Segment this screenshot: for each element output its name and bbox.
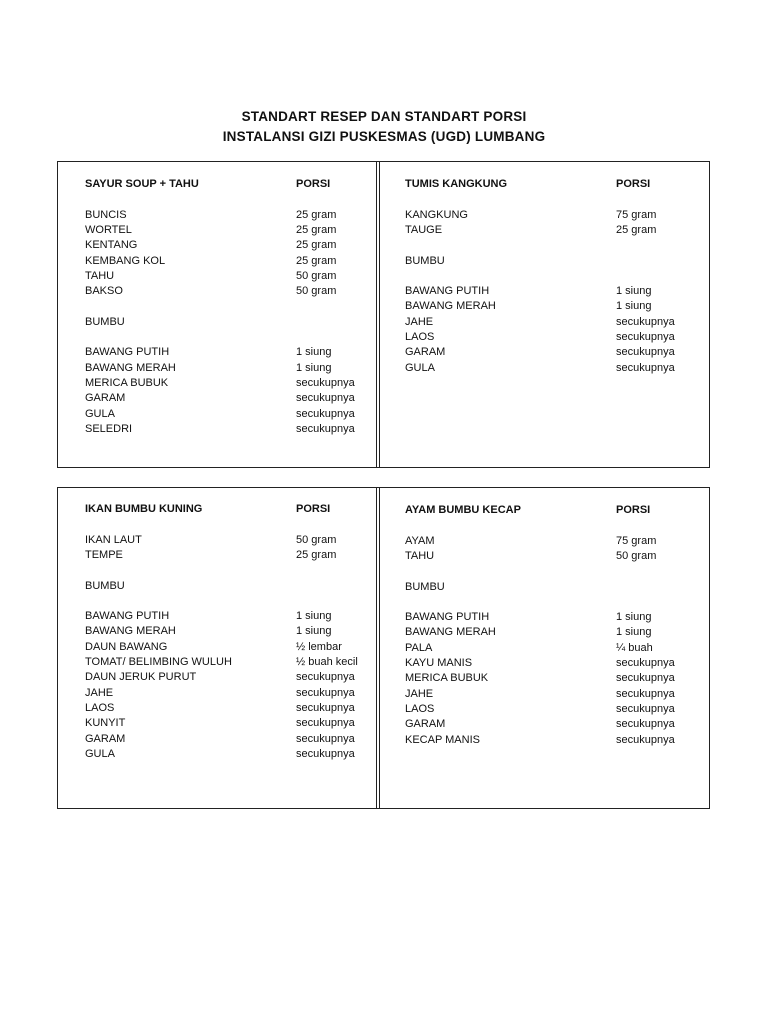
bumbu-amount: secukupnya	[296, 686, 355, 699]
bumbu-name: BAWANG MERAH	[85, 625, 176, 638]
bumbu-name: GULA	[85, 407, 115, 420]
ingredient-row	[405, 534, 705, 549]
bumbu-name: GARAM	[85, 392, 126, 405]
bumbu-name: GULA	[85, 747, 115, 760]
ingredient-row	[85, 223, 385, 238]
recipe-box-top	[57, 161, 710, 468]
bumbu-name: LAOS	[85, 701, 115, 714]
ingredient-row	[85, 238, 385, 253]
bumbu-row	[85, 624, 385, 639]
document-subtitle: INSTALANSI GIZI PUSKESMAS (UGD) LUMBANG	[222, 129, 546, 144]
bumbu-name: MERICA BUBUK	[405, 672, 489, 685]
ingredient-name: TEMPE	[85, 548, 123, 561]
bumbu-heading	[85, 315, 385, 330]
bumbu-name: TOMAT/ BELIMBING WULUH	[85, 656, 232, 668]
ingredient-row	[405, 208, 705, 223]
bumbu-name: GARAM	[405, 346, 446, 359]
bumbu-amount: secukupnya	[296, 717, 355, 730]
bumbu-amount: secukupnya	[616, 702, 675, 715]
document-title: STANDART RESEP DAN STANDART PORSI	[241, 109, 527, 124]
recipe-name: TUMIS KANGKUNG	[405, 178, 508, 190]
bumbu-heading	[405, 254, 705, 269]
bumbu-name: PALA	[405, 641, 433, 654]
bumbu-name: GARAM	[405, 718, 446, 731]
bumbu-amount: secukupnya	[616, 361, 675, 374]
bumbu-amount: secukupnya	[296, 392, 355, 405]
bumbu-name: BAWANG MERAH	[405, 626, 496, 639]
bumbu-amount: 1 siung	[616, 626, 652, 639]
bumbu-row	[405, 361, 705, 376]
ingredient-row	[85, 548, 385, 563]
recipe-header	[405, 503, 705, 518]
ingredient-name: KANGKUNG	[405, 208, 468, 221]
bumbu-amount: 1 siung	[296, 625, 332, 638]
bumbu-row	[85, 701, 385, 716]
bumbu-name: KUNYIT	[85, 717, 126, 730]
bumbu-row	[405, 610, 705, 625]
bumbu-amount: secukupnya	[616, 331, 675, 343]
porsi-label: PORSI	[616, 178, 651, 190]
ingredient-amount: 75 gram	[616, 208, 657, 221]
bumbu-name: BAWANG PUTIH	[405, 285, 490, 298]
ingredient-amount: 50 gram	[296, 285, 337, 298]
ingredient-amount: 50 gram	[296, 533, 337, 546]
bumbu-row	[85, 640, 385, 655]
bumbu-row	[85, 361, 385, 376]
bumbu-name: LAOS	[405, 331, 435, 343]
recipe-box-bottom	[57, 487, 710, 809]
recipe-header	[405, 177, 705, 192]
bumbu-amount: secukupnya	[616, 718, 675, 731]
recipe-name: IKAN BUMBU KUNING	[85, 503, 203, 515]
ingredient-amount: 25 gram	[296, 548, 337, 561]
ingredient-row	[405, 549, 705, 564]
bumbu-heading	[85, 579, 385, 594]
ingredient-name: TAUGE	[405, 223, 443, 236]
bumbu-row	[405, 345, 705, 360]
bumbu-amount: secukupnya	[296, 701, 355, 714]
bumbu-name: SELEDRI	[85, 422, 133, 435]
bumbu-row	[85, 716, 385, 731]
ingredient-name: BUNCIS	[85, 208, 127, 221]
bumbu-amount: secukupnya	[616, 672, 675, 685]
bumbu-amount: 1 siung	[296, 361, 332, 374]
ingredient-amount: 50 gram	[616, 549, 657, 562]
bumbu-amount: secukupnya	[296, 376, 355, 389]
bumbu-name: JAHE	[85, 686, 114, 699]
bumbu-name: BAWANG PUTIH	[405, 611, 490, 624]
bumbu-amount: secukupnya	[616, 315, 675, 328]
porsi-label: PORSI	[616, 504, 651, 516]
ingredient-name: AYAM	[405, 534, 435, 547]
bumbu-name: BAWANG MERAH	[85, 361, 176, 374]
bumbu-row	[85, 655, 385, 670]
ingredient-name: BAKSO	[85, 285, 123, 298]
bumbu-name: DAUN JERUK PURUT	[85, 671, 197, 684]
ingredient-name: KEMBANG KOL	[85, 254, 166, 267]
ingredient-amount: 75 gram	[616, 534, 657, 547]
ingredient-amount: 25 gram	[296, 254, 337, 267]
ingredient-amount: 25 gram	[296, 223, 337, 236]
bumbu-amount: 1 siung	[616, 285, 652, 298]
ingredient-name: TAHU	[85, 269, 115, 282]
ingredient-name: TAHU	[405, 549, 435, 562]
bumbu-label: BUMBU	[405, 580, 445, 593]
bumbu-row	[85, 747, 385, 762]
bumbu-label: BUMBU	[85, 579, 125, 592]
bumbu-name: KECAP MANIS	[405, 733, 480, 746]
bumbu-row	[405, 284, 705, 299]
bumbu-amount: ½ lembar	[296, 640, 342, 653]
bumbu-row	[405, 702, 705, 717]
bumbu-amount: secukupnya	[616, 657, 675, 669]
bumbu-row	[405, 330, 705, 345]
bumbu-row	[405, 671, 705, 686]
ingredient-name: KENTANG	[85, 239, 138, 252]
bumbu-row	[405, 625, 705, 640]
ingredient-row	[405, 223, 705, 238]
bumbu-row	[405, 299, 705, 314]
bumbu-row	[85, 376, 385, 391]
bumbu-row	[85, 391, 385, 406]
bumbu-name: JAHE	[405, 687, 434, 700]
bumbu-amount: ¼ buah	[616, 641, 653, 654]
porsi-label: PORSI	[296, 503, 331, 515]
bumbu-name: GULA	[405, 361, 435, 374]
bumbu-name: JAHE	[405, 315, 434, 328]
bumbu-amount: secukupnya	[296, 747, 355, 760]
ingredient-row	[85, 284, 385, 299]
bumbu-amount: 1 siung	[616, 300, 652, 313]
bumbu-heading	[405, 580, 705, 595]
bumbu-row	[405, 717, 705, 732]
recipe-header	[85, 502, 385, 517]
bumbu-amount: ½ buah kecil	[296, 656, 358, 668]
bumbu-label: BUMBU	[85, 315, 125, 328]
bumbu-name: MERICA BUBUK	[85, 376, 169, 389]
bumbu-row	[405, 656, 705, 671]
bumbu-row	[405, 315, 705, 330]
bumbu-name: BAWANG MERAH	[405, 300, 496, 313]
bumbu-amount: 1 siung	[296, 346, 332, 359]
bumbu-label: BUMBU	[405, 254, 445, 267]
ingredient-row	[85, 208, 385, 223]
ingredient-name: WORTEL	[85, 223, 132, 236]
ingredient-amount: 50 gram	[296, 269, 337, 282]
ingredient-amount: 25 gram	[296, 239, 337, 252]
porsi-label: PORSI	[296, 178, 331, 190]
bumbu-amount: secukupnya	[296, 407, 355, 420]
bumbu-amount: secukupnya	[296, 422, 355, 435]
bumbu-amount: secukupnya	[296, 732, 355, 745]
bumbu-row	[405, 687, 705, 702]
bumbu-amount: secukupnya	[296, 671, 355, 684]
bumbu-amount: secukupnya	[616, 733, 675, 746]
ingredient-row	[85, 269, 385, 284]
bumbu-amount: secukupnya	[616, 687, 675, 700]
ingredient-amount: 25 gram	[616, 223, 657, 236]
ingredient-amount: 25 gram	[296, 208, 337, 221]
recipe-name: SAYUR SOUP + TAHU	[85, 178, 199, 190]
recipe-header	[85, 177, 385, 192]
bumbu-amount: 1 siung	[616, 611, 652, 624]
bumbu-row	[405, 641, 705, 656]
bumbu-name: LAOS	[405, 702, 435, 715]
bumbu-row	[85, 609, 385, 624]
ingredient-row	[85, 533, 385, 548]
bumbu-amount: secukupnya	[616, 346, 675, 359]
bumbu-row	[85, 670, 385, 685]
bumbu-name: BAWANG PUTIH	[85, 610, 170, 623]
recipe-name: AYAM BUMBU KECAP	[405, 504, 521, 516]
bumbu-row	[85, 732, 385, 747]
bumbu-name: BAWANG PUTIH	[85, 346, 170, 359]
bumbu-name: GARAM	[85, 732, 126, 745]
bumbu-name: DAUN BAWANG	[85, 640, 168, 653]
bumbu-amount: 1 siung	[296, 610, 332, 623]
bumbu-row	[85, 422, 385, 437]
ingredient-name: IKAN LAUT	[85, 533, 142, 546]
bumbu-row	[85, 407, 385, 422]
bumbu-row	[405, 733, 705, 748]
ingredient-row	[85, 254, 385, 269]
bumbu-row	[85, 686, 385, 701]
bumbu-row	[85, 345, 385, 360]
bumbu-name: KAYU MANIS	[405, 657, 473, 669]
